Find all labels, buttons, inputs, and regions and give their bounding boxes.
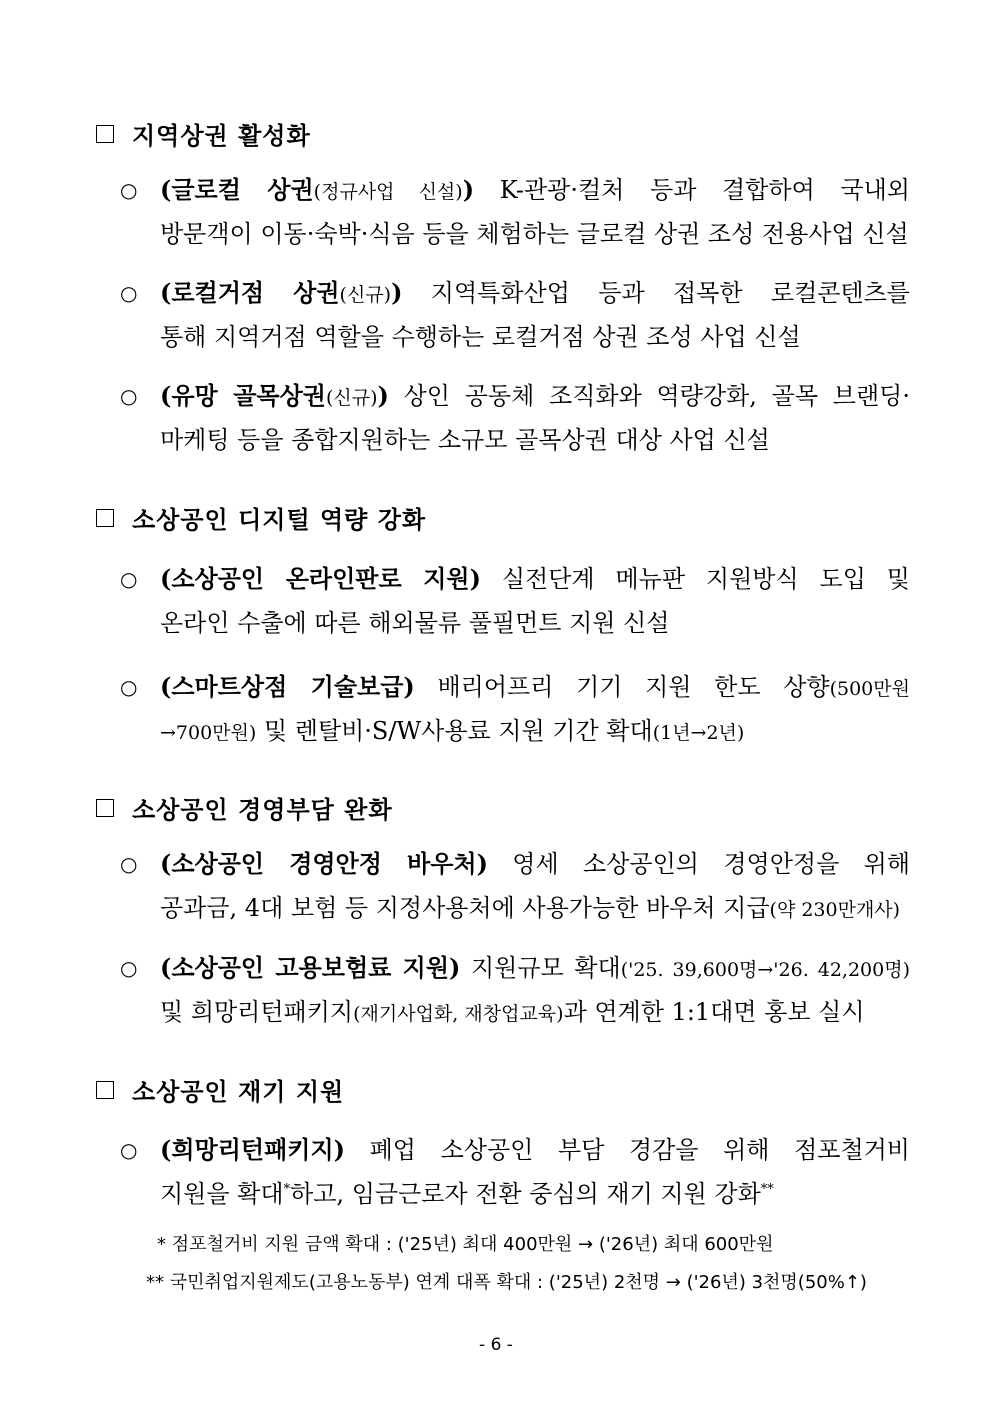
bullet-line-continuation xyxy=(120,601,910,645)
circle-bullet-icon: ○ xyxy=(120,178,138,202)
text-run: →700만원) xyxy=(160,722,257,744)
bullet-line-first xyxy=(120,374,910,418)
footnote: ** 국민취업지원제도(고용노동부) 연계 대폭 확대 : ('25년) 2천명 → ('26년) 3천명(50%↑) xyxy=(146,1272,867,1293)
bullet-line-first xyxy=(120,842,910,886)
text-run: 지역특화산업 등과 접목한 로컬콘텐츠를 xyxy=(402,279,910,307)
section-heading xyxy=(96,116,311,151)
text-run: 과 연계한 1:1대면 홍보 실시 xyxy=(563,998,865,1026)
section-heading xyxy=(96,790,393,825)
text-run: 지원을 확대 xyxy=(160,1180,284,1208)
item-title-run: (로컬거점 상권 xyxy=(160,278,340,307)
text-run: 통해 지역거점 역할을 수행하는 로컬거점 상권 조성 사업 신설 xyxy=(160,323,801,351)
text-run: 및 희망리턴패키지 xyxy=(160,998,354,1026)
circle-bullet-icon: ○ xyxy=(120,852,138,876)
item-title-run: ) xyxy=(391,278,403,307)
footnote-marker: * xyxy=(283,1182,291,1197)
text-run: 및 렌탈비·S/W사용료 지원 기간 확대 xyxy=(256,717,653,745)
bullet-line-continuation xyxy=(120,709,910,753)
circle-bullet-icon: ○ xyxy=(120,384,138,408)
footnote: * 점포철거비 지원 금액 확대 : ('25년) 최대 400만원 → ('26년) 최대 600만원 xyxy=(157,1234,774,1255)
text-run: 마케팅 등을 종합지원하는 소규모 골목상권 대상 사업 신설 xyxy=(160,426,770,454)
section-title: 소상공인 재기 지원 xyxy=(132,1077,345,1106)
item-title-run: (유망 골목상권 xyxy=(160,381,326,410)
text-run: 공과금, 4대 보험 등 지정사용처에 사용가능한 바우처 지급 xyxy=(160,894,770,922)
text-run: (신규) xyxy=(339,284,392,306)
bullet-item xyxy=(120,271,910,359)
circle-bullet-icon: ○ xyxy=(120,956,138,980)
item-title-run: (소상공인 고용보험료 지원) xyxy=(160,953,461,982)
bullet-line-continuation xyxy=(120,1172,910,1216)
bullet-item xyxy=(120,665,910,753)
item-title-run: ) xyxy=(377,381,389,410)
bullet-line-first xyxy=(120,946,910,990)
text-run: ('25. 39,600명→'26. 42,200명) xyxy=(620,959,910,981)
text-run: K-관광·컬처 등과 결합하여 국내외 xyxy=(474,176,910,204)
text-run: (재기사업화, 재창업교육) xyxy=(353,1003,564,1025)
bullet-item xyxy=(120,1128,910,1216)
text-run: 하고, 임금근로자 전환 중심의 재기 지원 강화 xyxy=(290,1180,761,1208)
item-title-run: ) xyxy=(462,175,475,204)
circle-bullet-icon: ○ xyxy=(120,281,138,305)
bullet-item xyxy=(120,168,910,256)
text-run: (1년→2년) xyxy=(652,722,745,744)
page-number: - 6 - xyxy=(479,1335,513,1355)
text-run: 상인 공동체 조직화와 역량강화, 골목 브랜딩· xyxy=(388,382,910,410)
circle-bullet-icon: ○ xyxy=(120,1138,138,1162)
circle-bullet-icon: ○ xyxy=(120,675,138,699)
checkbox-icon xyxy=(96,1081,114,1099)
bullet-line-first xyxy=(120,1128,910,1172)
bullet-item xyxy=(120,946,910,1034)
bullet-item xyxy=(120,842,910,930)
footnote-marker: ** xyxy=(760,1182,774,1197)
bullet-line-continuation xyxy=(120,418,910,462)
bullet-line-continuation xyxy=(120,212,910,256)
text-run: 실전단계 메뉴판 지원방식 도입 및 xyxy=(480,565,910,593)
text-run: 지원규모 확대 xyxy=(460,954,621,982)
item-title-run: (스마트상점 기술보급) xyxy=(160,672,415,701)
bullet-line-continuation xyxy=(120,315,910,359)
bullet-line-continuation xyxy=(120,990,910,1034)
checkbox-icon xyxy=(96,799,114,817)
section-heading xyxy=(96,1072,344,1107)
text-run: 배리어프리 기기 지원 한도 상향 xyxy=(414,673,830,701)
text-run: 온라인 수출에 따른 해외물류 풀필먼트 지원 신설 xyxy=(160,609,670,637)
section-title: 소상공인 디지털 역량 강화 xyxy=(132,505,427,534)
circle-bullet-icon: ○ xyxy=(120,567,138,591)
text-run: 영세 소상공인의 경영안정을 위해 xyxy=(487,850,910,878)
text-run: 방문객이 이동·숙박·식음 등을 체험하는 글로컬 상권 조성 전용사업 신설 xyxy=(160,220,909,248)
checkbox-icon xyxy=(96,509,114,527)
text-run: 폐업 소상공인 부담 경감을 위해 점포철거비 xyxy=(345,1136,910,1164)
bullet-item xyxy=(120,557,910,645)
checkbox-icon xyxy=(96,125,114,143)
section-title: 지역상권 활성화 xyxy=(132,121,311,150)
bullet-line-first xyxy=(120,557,910,601)
text-run: (500만원 xyxy=(829,678,910,700)
text-run: (신규) xyxy=(325,387,378,409)
bullet-line-continuation xyxy=(120,886,910,930)
item-title-run: (소상공인 온라인판로 지원) xyxy=(160,564,481,593)
bullet-line-first xyxy=(120,168,910,212)
text-run: (약 230만개사) xyxy=(769,899,901,921)
bullet-item xyxy=(120,374,910,462)
section-heading xyxy=(96,500,426,535)
section-title: 소상공인 경영부담 완화 xyxy=(132,795,393,824)
item-title-run: (희망리턴패키지) xyxy=(160,1135,345,1164)
bullet-line-first xyxy=(120,665,910,709)
bullet-line-first xyxy=(120,271,910,315)
text-run: (정규사업 신설) xyxy=(313,181,463,203)
item-title-run: (소상공인 경영안정 바우처) xyxy=(160,849,488,878)
item-title-run: (글로컬 상권 xyxy=(160,175,314,204)
